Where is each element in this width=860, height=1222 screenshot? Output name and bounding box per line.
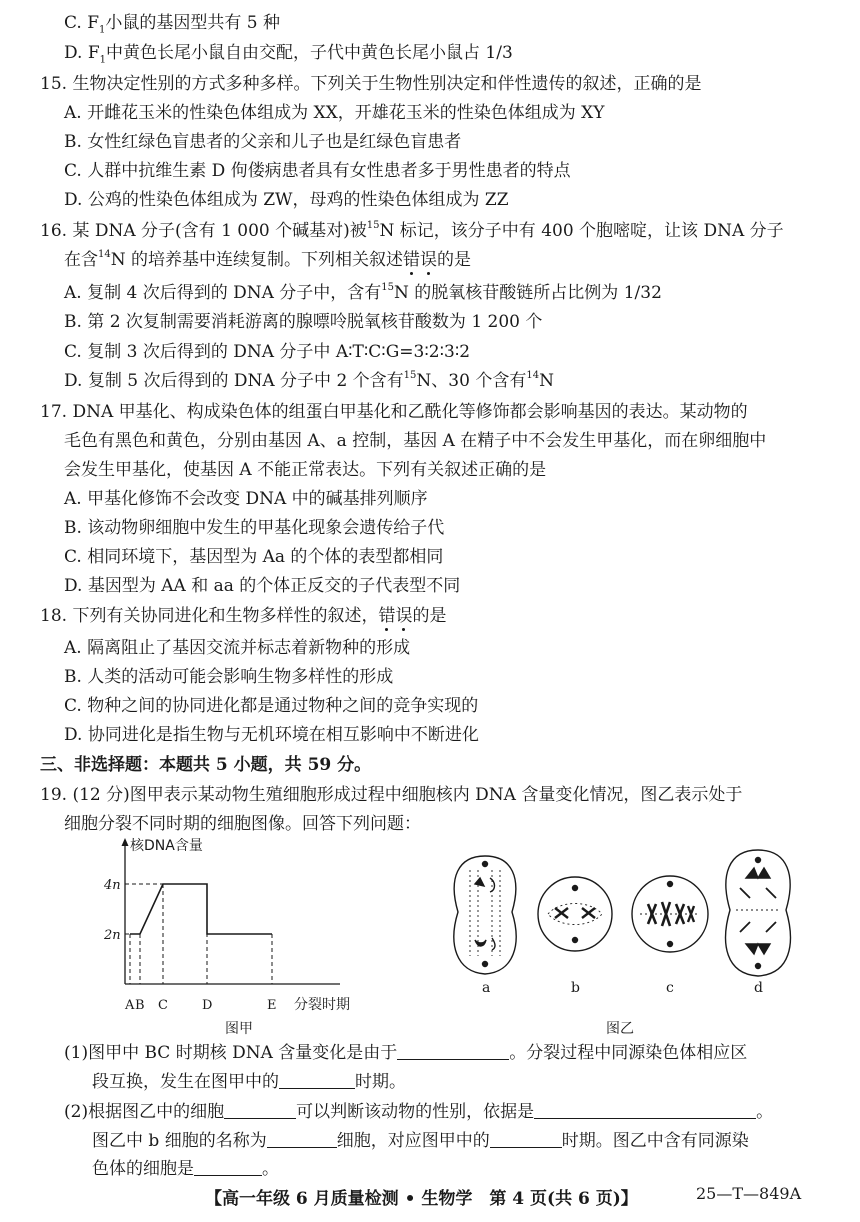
- q17-option-a: A. 甲基化修饰不会改变 DNA 中的碱基排列顺序: [64, 489, 428, 509]
- q17-stem-line3: 会发生甲基化，使基因 A 不能正常表达。下列有关叙述正确的是: [64, 460, 547, 480]
- cell-d-drawing: [726, 850, 791, 976]
- q16-option-c: C. 复制 3 次后得到的 DNA 分子中 A∶T∶C∶G=3∶2∶3∶2: [64, 342, 471, 362]
- dna-content-line: [130, 884, 272, 934]
- answer-blank-5[interactable]: [267, 1131, 337, 1148]
- x-tick-C: C: [158, 998, 168, 1013]
- paper-code: 25—T—849A: [696, 1184, 802, 1203]
- x-tick-A: A: [125, 998, 135, 1013]
- x-tick-B: B: [135, 998, 145, 1013]
- q19-part1-line1: (1)图甲中 BC 时期核 DNA 含量变化是由于 。分裂过程中同源染色体相应区: [64, 1043, 748, 1063]
- q18-option-b: B. 人类的活动可能会影响生物多样性的形成: [64, 667, 394, 687]
- q15-option-a: A. 开雌花玉米的性染色体组成为 XX，开雄花玉米的性染色体组成为 XY: [64, 103, 605, 123]
- x-axis-label: 分裂时期: [294, 997, 350, 1013]
- q14-option-c: C. $F_1$小鼠的基因型共有 5 种: [64, 13, 281, 36]
- x-tick-E: E: [267, 998, 277, 1013]
- q17-option-c: C. 相同环境下，基因型为 Aa 的个体的表型都相同: [64, 547, 444, 567]
- q15-option-b: B. 女性红绿色盲患者的父亲和儿子也是红绿色盲患者: [64, 132, 462, 152]
- cell-b-drawing: [538, 877, 612, 951]
- q18-option-a: A. 隔离阻止了基因交流并标志着新物种的形成: [64, 638, 411, 658]
- q19-stem-line1: 19. (12 分)图甲表示某动物生殖细胞形成过程中细胞核内 DNA 含量变化情况，图乙表示处于: [40, 785, 743, 805]
- q17-option-b: B. 该动物卵细胞中发生的甲基化现象会遗传给子代: [64, 518, 445, 538]
- q17-option-d: D. 基因型为 AA 和 aa 的个体正反交的子代表型不同: [64, 576, 461, 596]
- y-axis-label: 核DNA含量: [130, 838, 203, 854]
- q16-stem-line1: 16. 某 DNA 分子(含有 1 000 个碱基对)被$^{15}$N 标记，该分子中有 400 个胞嘧啶，让该 DNA 分子: [40, 220, 784, 241]
- figure-yi-cells: [440, 848, 820, 998]
- q16-option-b: B. 第 2 次复制需要消耗游离的腺嘌呤脱氧核苷酸数为 1 200 个: [64, 312, 543, 332]
- q18-option-d: D. 协同进化是指生物与无机环境在相互影响中不断进化: [64, 725, 479, 745]
- y-tick-4n: 4n: [104, 878, 121, 893]
- figure-jia-chart: [90, 834, 360, 1019]
- answer-blank-7[interactable]: [194, 1159, 262, 1176]
- q18-option-c: C. 物种之间的协同进化都是通过物种之间的竞争实现的: [64, 696, 479, 716]
- cell-c-drawing: [632, 876, 708, 952]
- q16-option-a: A. 复制 4 次后得到的 DNA 分子中，含有$^{15}$N 的脱氧核苷酸链所占比例为 1/32: [64, 282, 662, 303]
- q15-option-d: D. 公鸡的性染色体组成为 ZW，母鸡的性染色体组成为 ZZ: [64, 190, 509, 210]
- cell-label-c: c: [666, 980, 674, 996]
- answer-blank-2[interactable]: [279, 1072, 355, 1089]
- q19-part2-line2: 图乙中 b 细胞的名称为 细胞，对应图甲中的 时期。图乙中含有同源染: [92, 1131, 749, 1151]
- x-tick-D: D: [202, 998, 213, 1013]
- answer-blank-1[interactable]: [397, 1043, 509, 1060]
- section-heading: 三、非选择题：本题共 5 小题，共 59 分。: [40, 755, 372, 775]
- q16-stem-line2: 在含$^{14}$N 的培养基中连续复制。下列相关叙述错误的是: [64, 249, 472, 270]
- figure-jia-caption: 图甲: [225, 1021, 253, 1037]
- y-axis-arrow: [122, 838, 129, 846]
- cell-label-a: a: [482, 980, 491, 996]
- page-footer: 【高一年级 6 月质量检测 • 生物学 第 4 页(共 6 页)】: [205, 1189, 638, 1209]
- answer-blank-4[interactable]: [534, 1102, 756, 1119]
- cell-label-d: d: [754, 980, 763, 996]
- y-tick-2n: 2n: [104, 928, 121, 943]
- q17-stem-line1: 17. DNA 甲基化、构成染色体的组蛋白甲基化和乙酰化等修饰都会影响基因的表达。某动物的: [40, 402, 748, 422]
- q19-stem-line2: 细胞分裂不同时期的细胞图像。回答下列问题：: [64, 814, 421, 834]
- q18-stem: 18. 下列有关协同进化和生物多样性的叙述，错误的是: [40, 606, 447, 626]
- q16-option-d: D. 复制 5 次后得到的 DNA 分子中 2 个含有$^{15}$N、30 个含有$^{14}$N: [64, 370, 554, 391]
- answer-blank-6[interactable]: [490, 1131, 562, 1148]
- q19-part2-line3: 色体的细胞是 。: [92, 1159, 279, 1179]
- q15-stem: 15. 生物决定性别的方式多种多样。下列关于生物性别决定和伴性遗传的叙述，正确的是: [40, 74, 702, 94]
- q14-option-d: D. $F_1$中黄色长尾小鼠自由交配，子代中黄色长尾小鼠占 1/3: [64, 43, 513, 66]
- cell-label-b: b: [571, 980, 580, 996]
- q15-option-c: C. 人群中抗维生素 D 佝偻病患者具有女性患者多于男性患者的特点: [64, 161, 571, 181]
- q17-stem-line2: 毛色有黑色和黄色，分别由基因 A、a 控制，基因 A 在精子中不会发生甲基化，而在卵细胞中: [64, 431, 767, 451]
- answer-blank-3[interactable]: [224, 1102, 296, 1119]
- q19-part2-line1: (2)根据图乙中的细胞 可以判断该动物的性别，依据是 。: [64, 1102, 774, 1122]
- q19-part1-line2: 段互换，发生在图甲中的 时期。: [92, 1072, 406, 1092]
- cell-a-drawing: [454, 856, 516, 974]
- figure-yi-caption: 图乙: [606, 1021, 634, 1037]
